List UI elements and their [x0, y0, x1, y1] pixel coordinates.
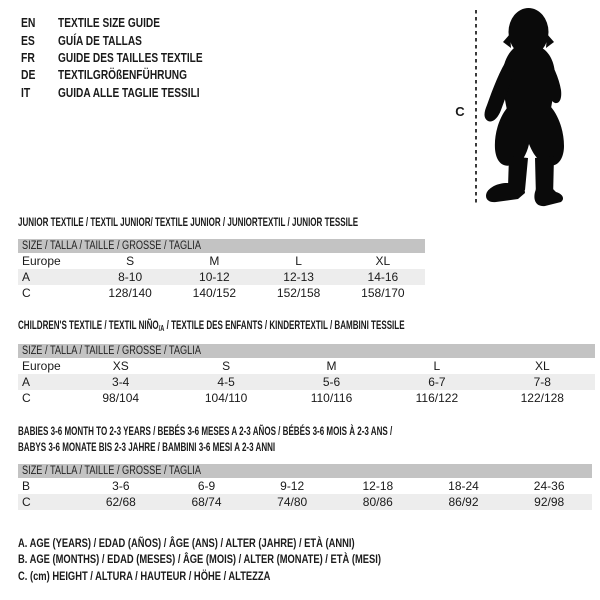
junior-size-table	[18, 239, 425, 301]
cell: XL	[534, 359, 550, 373]
cell: 3-6	[112, 479, 130, 493]
table-row-age	[18, 269, 425, 285]
cell: 6-7	[428, 375, 446, 389]
language-code: ES	[21, 32, 35, 48]
cell: 4-5	[217, 375, 235, 389]
row-label: C	[22, 495, 31, 509]
table-row-europe	[18, 253, 425, 269]
language-title: GUIDE DES TAILLES TEXTILE	[58, 49, 203, 65]
cell: 24-36	[533, 479, 565, 493]
row-label: A	[22, 270, 31, 284]
cell: M	[326, 359, 337, 373]
title-text: / TEXTILE DES ENFANTS / KINDERTEXTIL / BAMBINI TESSILE	[164, 318, 405, 332]
language-title: TEXTILE SIZE GUIDE	[58, 15, 160, 31]
baby-silhouette-figure	[450, 0, 600, 215]
cell: 62/68	[105, 495, 136, 509]
row-label: Europe	[22, 254, 61, 268]
cell: S	[126, 254, 135, 268]
cell: 140/152	[192, 286, 237, 300]
row-label: C	[22, 286, 31, 300]
language-row	[21, 66, 243, 83]
table-row-height	[18, 494, 592, 510]
language-title: GUIDA ALLE TAGLIE TESSILI	[58, 84, 200, 100]
cell: 18-24	[448, 479, 479, 493]
cell: 6-9	[197, 479, 216, 493]
cell: 80/86	[362, 495, 393, 509]
cell: 86/92	[448, 495, 479, 509]
babies-table-title	[18, 424, 577, 455]
cell: S	[222, 359, 231, 373]
footnote-legend	[18, 536, 483, 585]
row-label: B	[22, 479, 31, 493]
footnote-c: C. (cm) HEIGHT / ALTURA / HAUTEUR / HÖHE / ALTEZZA	[18, 568, 271, 583]
cell: L	[295, 254, 302, 268]
cell: 110/116	[310, 391, 353, 405]
row-label: A	[22, 375, 31, 389]
cell: XL	[375, 254, 391, 268]
language-title-list	[21, 14, 243, 101]
language-code: DE	[21, 67, 36, 83]
cell: 10-12	[199, 270, 230, 284]
cell: 8-10	[118, 270, 143, 284]
language-row	[21, 49, 243, 66]
cell: 7-8	[533, 375, 551, 389]
cell: 92/98	[534, 495, 565, 509]
cell: 74/80	[277, 495, 308, 509]
cell: 12-13	[283, 270, 314, 284]
baby-silhouette-icon	[485, 8, 565, 206]
cell: XS	[112, 359, 129, 373]
size-header-bar: SIZE / TALLA / TAILLE / GRÖSSE / TAGLIA	[18, 344, 595, 358]
children-size-table	[18, 344, 595, 406]
cell: 5-6	[322, 375, 341, 389]
title-text: CHILDREN'S TEXTILE / TEXTIL NIÑO	[18, 318, 159, 332]
table-row-europe	[18, 358, 595, 374]
table-row-height	[18, 390, 595, 406]
children-table-title	[18, 318, 595, 337]
title-line-1: BABIES 3-6 MONTH TO 2-3 YEARS / BEBÉS 3-6 MESES A 2-3 AÑOS / BÉBÉS 3-6 MOIS À 2-3 ANS /	[18, 424, 393, 438]
table-row-age-months	[18, 478, 592, 494]
cell: 9-12	[280, 479, 305, 493]
cell: 116/122	[415, 391, 459, 405]
title-subscript: /A	[158, 323, 165, 333]
language-code: FR	[21, 49, 35, 65]
language-row	[21, 14, 243, 31]
cell: 12-18	[362, 479, 394, 493]
size-header-bar: SIZE / TALLA / TAILLE / GRÖSSE / TAGLIA	[18, 239, 425, 253]
cell: 158/170	[361, 286, 405, 300]
babies-size-table	[18, 464, 592, 510]
language-title: TEXTILGRÖßENFÜHRUNG	[58, 67, 188, 83]
language-code: IT	[21, 84, 31, 100]
row-label: C	[22, 391, 31, 405]
language-code: EN	[21, 15, 36, 31]
cell: L	[433, 359, 441, 373]
cell: 104/110	[204, 391, 248, 405]
footnote-b: B. AGE (MONTHS) / EDAD (MESES) / ÂGE (MOIS) / ALTER (MONATE) / ETÀ (MESI)	[18, 552, 381, 567]
height-measure-label: C	[455, 104, 465, 119]
cell: 128/140	[108, 286, 152, 300]
cell: 3-4	[112, 375, 130, 389]
cell: M	[209, 254, 220, 268]
footnote-a: A. AGE (YEARS) / EDAD (AÑOS) / ÂGE (ANS) / ALTER (JAHRE) / ETÀ (ANNI)	[18, 536, 355, 550]
language-row	[21, 31, 243, 48]
junior-table-title: JUNIOR TEXTILE / TEXTIL JUNIOR/ TEXTILE JUNIOR / JUNIORTEXTIL / JUNIOR TESSILE	[18, 215, 359, 229]
table-row-age	[18, 374, 595, 390]
cell: 98/104	[102, 391, 140, 405]
language-row	[21, 84, 243, 101]
cell: 68/74	[191, 495, 222, 509]
table-row-height	[18, 285, 425, 301]
size-header-bar: SIZE / TALLA / TAILLE / GRÖSSE / TAGLIA	[18, 464, 592, 478]
title-line-2: BABYS 3-6 MONATE BIS 2-3 JAHRE / BAMBINI 3-6 MESI A 2-3 ANNI	[18, 439, 276, 454]
row-label: Europe	[22, 359, 61, 373]
cell: 122/128	[520, 391, 564, 405]
cell: 152/158	[276, 286, 321, 300]
cell: 14-16	[367, 270, 399, 284]
language-title: GUÍA DE TALLAS	[58, 32, 142, 48]
